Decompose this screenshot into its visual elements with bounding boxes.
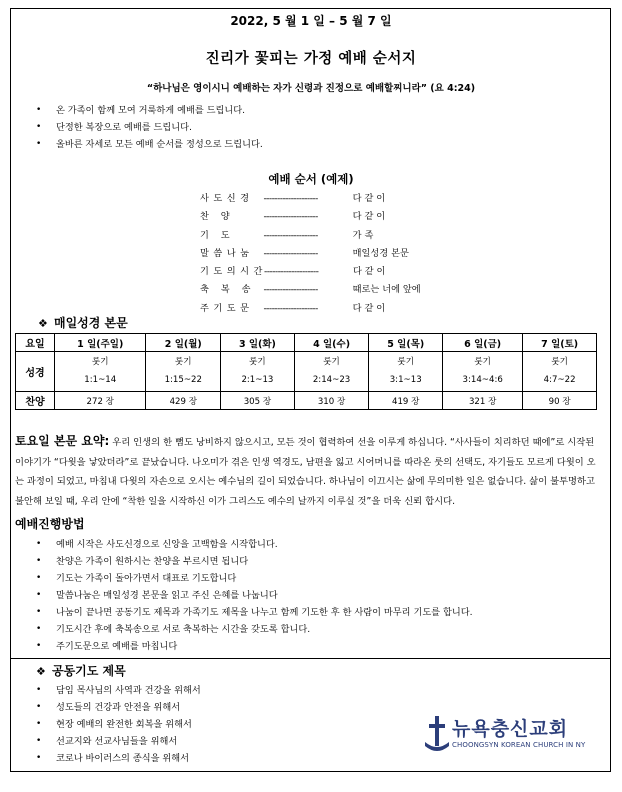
table-row xyxy=(16,334,597,352)
table-cell: 룻기 1:15~22 xyxy=(146,352,221,392)
prayer-heading: ❖ 공동기도 제목 xyxy=(36,664,126,678)
church-name: 뉴욕충신교회 xyxy=(452,718,569,740)
order-row: 찬 양 -------------------- 다 같 이 xyxy=(200,211,386,223)
intro-list xyxy=(26,102,263,153)
table-cell: 310 장 xyxy=(294,392,369,410)
table-header-cell: 1 일(주일) xyxy=(55,334,146,352)
bullet-icon: • xyxy=(36,702,42,712)
date-range: 2022, 5 월 1 일 – 5 월 7 일 xyxy=(230,14,392,28)
saturday-summary xyxy=(15,432,603,511)
method-heading: 예배진행방법 xyxy=(15,517,85,531)
table-row-label: 성경 xyxy=(16,352,55,392)
list-item: • 코로나 바이러스의 종식을 위해서 xyxy=(26,750,201,767)
page-title: 진리가 꽃피는 가정 예배 순서지 xyxy=(205,51,417,67)
table-cell: 룻기 4:7~22 xyxy=(523,352,597,392)
order-row: 축 복 송 -------------------- 때로는 너에 앞에 xyxy=(200,284,421,296)
church-logo xyxy=(424,714,604,756)
bullet-icon: • xyxy=(36,139,42,149)
bullet-icon: • xyxy=(36,573,42,583)
table-cell: 룻기 2:1~13 xyxy=(221,352,295,392)
section-divider xyxy=(10,658,611,659)
table-row xyxy=(16,392,597,410)
table-cell: 룻기 2:14~23 xyxy=(294,352,369,392)
list-item: • 찬양은 가족이 원하시는 찬양을 부르시면 됩니다 xyxy=(26,553,473,570)
bullet-icon: • xyxy=(36,590,42,600)
table-cell: 272 장 xyxy=(55,392,146,410)
list-item: • 기도시간 후에 축복송으로 서로 축복하는 시간을 갖도록 합니다. xyxy=(26,621,473,638)
bullet-icon: • xyxy=(36,685,42,695)
table-header-cell: 5 일(목) xyxy=(369,334,443,352)
list-item: • 기도는 가족이 돌아가면서 대표로 기도합니다 xyxy=(26,570,473,587)
table-cell: 321 장 xyxy=(443,392,523,410)
bullet-icon: • xyxy=(36,719,42,729)
list-item: • 올바른 자세로 모든 예배 순서를 정성으로 드립니다. xyxy=(26,136,263,153)
saturday-text: 우리 인생의 한 뼘도 낭비하지 않으시고, 모든 것이 협력하여 선을 이루게 하십니다. “사사들이 치리하던 때에”로 시작된 이야기가 “다윗을 낳았더라”로 끝났습니다. 나오미가 겪은 인생 역경도, 남편을 잃고 시어머니를 따라온 룻의 선택도, 자기들도 모르게 다윗이 오는 과정이 되었고, 마침내 다윗의 자손으로 오시는 예수님의 길이 되었습니다. 하나님이 이끄시는 삶에 무의미한 일은 없습니다. 삶이 불투명하고 불안해 보일 때, 우리 안에 “착한 일을 시작하신 이가 그리스도 예수의 날까지 이루실 것”을 더욱 신뢰 합시다. xyxy=(15,437,596,507)
order-row: 사도신경 -------------------- 다 같 이 xyxy=(200,193,386,204)
list-item: • 온 가족이 함께 모여 거룩하게 예배를 드립니다. xyxy=(26,102,263,119)
bullet-icon: • xyxy=(36,736,42,746)
bullet-icon: • xyxy=(36,556,42,566)
table-header-cell: 2 일(월) xyxy=(146,334,221,352)
method-list xyxy=(26,536,473,655)
bullet-icon: • xyxy=(36,624,42,634)
bullet-icon: • xyxy=(36,122,42,132)
table-header-cell: 6 일(금) xyxy=(443,334,523,352)
table-cell: 429 장 xyxy=(146,392,221,410)
order-row: 말씀나눔 -------------------- 매일성경 본문 xyxy=(200,247,409,259)
verse-quote: “하나님은 영이시니 예배하는 자가 신령과 진정으로 예배할찌니라” (요 4:24) xyxy=(146,83,476,94)
bullet-icon: • xyxy=(36,539,42,549)
table-cell: 룻기 1:1~14 xyxy=(55,352,146,392)
list-item: • 주기도문으로 예배를 마칩니다 xyxy=(26,638,473,655)
list-item: • 말씀나눔은 매일성경 본문을 읽고 주신 은혜를 나눕니다 xyxy=(26,587,473,604)
table-cell: 305 장 xyxy=(221,392,295,410)
church-subtitle: CHOONGSYN KOREAN CHURCH IN NY xyxy=(452,741,586,749)
table-cell: 419 장 xyxy=(369,392,443,410)
table-cell: 90 장 xyxy=(523,392,597,410)
list-item: • 현장 예배의 완전한 회복을 위해서 xyxy=(26,716,201,733)
table-header-cell: 요일 xyxy=(16,334,55,352)
diamond-bullet-icon: ❖ xyxy=(36,665,46,678)
list-item: • 성도들의 건강과 안전을 위해서 xyxy=(26,699,201,716)
table-row xyxy=(16,352,597,392)
list-item: • 단정한 복장으로 예배를 드립니다. xyxy=(26,119,263,136)
prayer-list xyxy=(26,682,201,767)
list-item: • 담임 목사님의 사역과 건강을 위해서 xyxy=(26,682,201,699)
table-header-cell: 3 일(화) xyxy=(221,334,295,352)
diamond-bullet-icon: ❖ xyxy=(38,317,48,330)
table-cell: 룻기 3:1~13 xyxy=(369,352,443,392)
order-row: 기 도 -------------------- 가 족 xyxy=(200,229,374,241)
table-cell: 룻기 3:14~4:6 xyxy=(443,352,523,392)
table-header-cell: 7 일(토) xyxy=(523,334,597,352)
order-row: 기도의시간 -------------------- 다 같 이 xyxy=(200,266,386,278)
bullet-icon: • xyxy=(36,753,42,763)
table-header-cell: 4 일(수) xyxy=(294,334,369,352)
list-item: • 예배 시작은 사도신경으로 신앙을 고백함을 시작합니다. xyxy=(26,536,473,553)
bullet-icon: • xyxy=(36,641,42,651)
list-item: • 나눔이 끝나면 공동기도 제목과 가족기도 제목을 나누고 함께 기도한 후 한 사람이 마무리 기도를 합니다. xyxy=(26,604,473,621)
reading-table xyxy=(15,333,597,410)
order-title: 예배 순서 (예제) xyxy=(268,172,354,186)
cross-icon xyxy=(424,716,450,754)
saturday-label: 토요일 본문 요약: xyxy=(15,434,110,448)
order-list xyxy=(200,190,430,318)
list-item: • 선교지와 선교사님들을 위해서 xyxy=(26,733,201,750)
bullet-icon: • xyxy=(36,607,42,617)
order-row: 주기도문 -------------------- 다 같 이 xyxy=(200,302,386,314)
table-row-label: 찬양 xyxy=(16,392,55,410)
reading-heading: ❖ 매일성경 본문 xyxy=(38,316,128,330)
bullet-icon: • xyxy=(36,105,42,115)
